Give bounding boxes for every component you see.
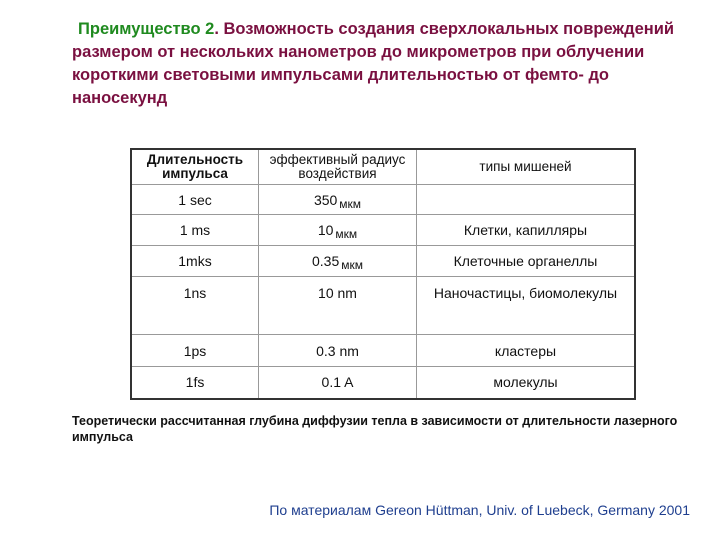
header-radius: эффективный радиус воздействия <box>259 149 417 185</box>
target-cell: кластеры <box>417 335 636 367</box>
header-targets: типы мишеней <box>417 149 636 185</box>
duration-cell: 1fs <box>131 367 259 399</box>
header-duration: Длительность импульса <box>131 149 259 185</box>
source-credit: По материалам Gereon Hüttman, Univ. of Luebeck, Germany 2001 <box>269 502 690 518</box>
radius-unit: мкм <box>335 227 358 241</box>
radius-value: 10 nm <box>318 285 357 301</box>
radius-cell <box>259 215 417 246</box>
radius-value: 350 <box>313 191 338 208</box>
slide-heading <box>72 18 702 110</box>
radius-value: 0.35 <box>312 253 340 269</box>
radius-cell <box>259 185 417 215</box>
table-caption: Теоретически рассчитанная глубина диффузии тепла в зависимости от длительности лазерного импульса <box>72 414 678 444</box>
radius-value: 10 <box>317 222 334 238</box>
table-row <box>131 277 635 335</box>
duration-cell: 1ns <box>131 277 259 335</box>
radius-cell <box>259 277 417 335</box>
radius-cell <box>259 367 417 399</box>
radius-value: 0.3 nm <box>316 342 359 359</box>
duration-cell: 1 sec <box>131 185 259 215</box>
pulse-duration-table <box>130 148 636 400</box>
radius-unit: мкм <box>339 196 362 211</box>
duration-cell: 1mks <box>131 246 259 277</box>
table-row <box>131 335 635 367</box>
radius-value: 0.1 A <box>321 374 354 391</box>
target-cell: Клеточные органеллы <box>417 246 636 277</box>
target-cell: Наночастицы, биомолекулы <box>417 277 636 335</box>
radius-cell <box>259 246 417 277</box>
target-cell: Клетки, капилляры <box>417 215 636 246</box>
duration-cell: 1ps <box>131 335 259 367</box>
table-row <box>131 367 635 399</box>
table-row <box>131 215 635 246</box>
heading-highlight: Преимущество 2 <box>78 20 215 38</box>
table-header-row <box>131 149 635 185</box>
target-cell: молекулы <box>417 367 636 399</box>
table-row <box>131 246 635 277</box>
radius-unit: мкм <box>341 258 363 272</box>
duration-cell: 1 ms <box>131 215 259 246</box>
target-cell <box>417 185 636 215</box>
radius-cell <box>259 335 417 367</box>
table-row <box>131 185 635 215</box>
heading-text: . Возможность создания сверхлокальных повреждений размером от нескольких нанометров до микрометров при облучении короткими световыми импульсами длительностью от фемто- до наносекунд <box>72 20 674 107</box>
